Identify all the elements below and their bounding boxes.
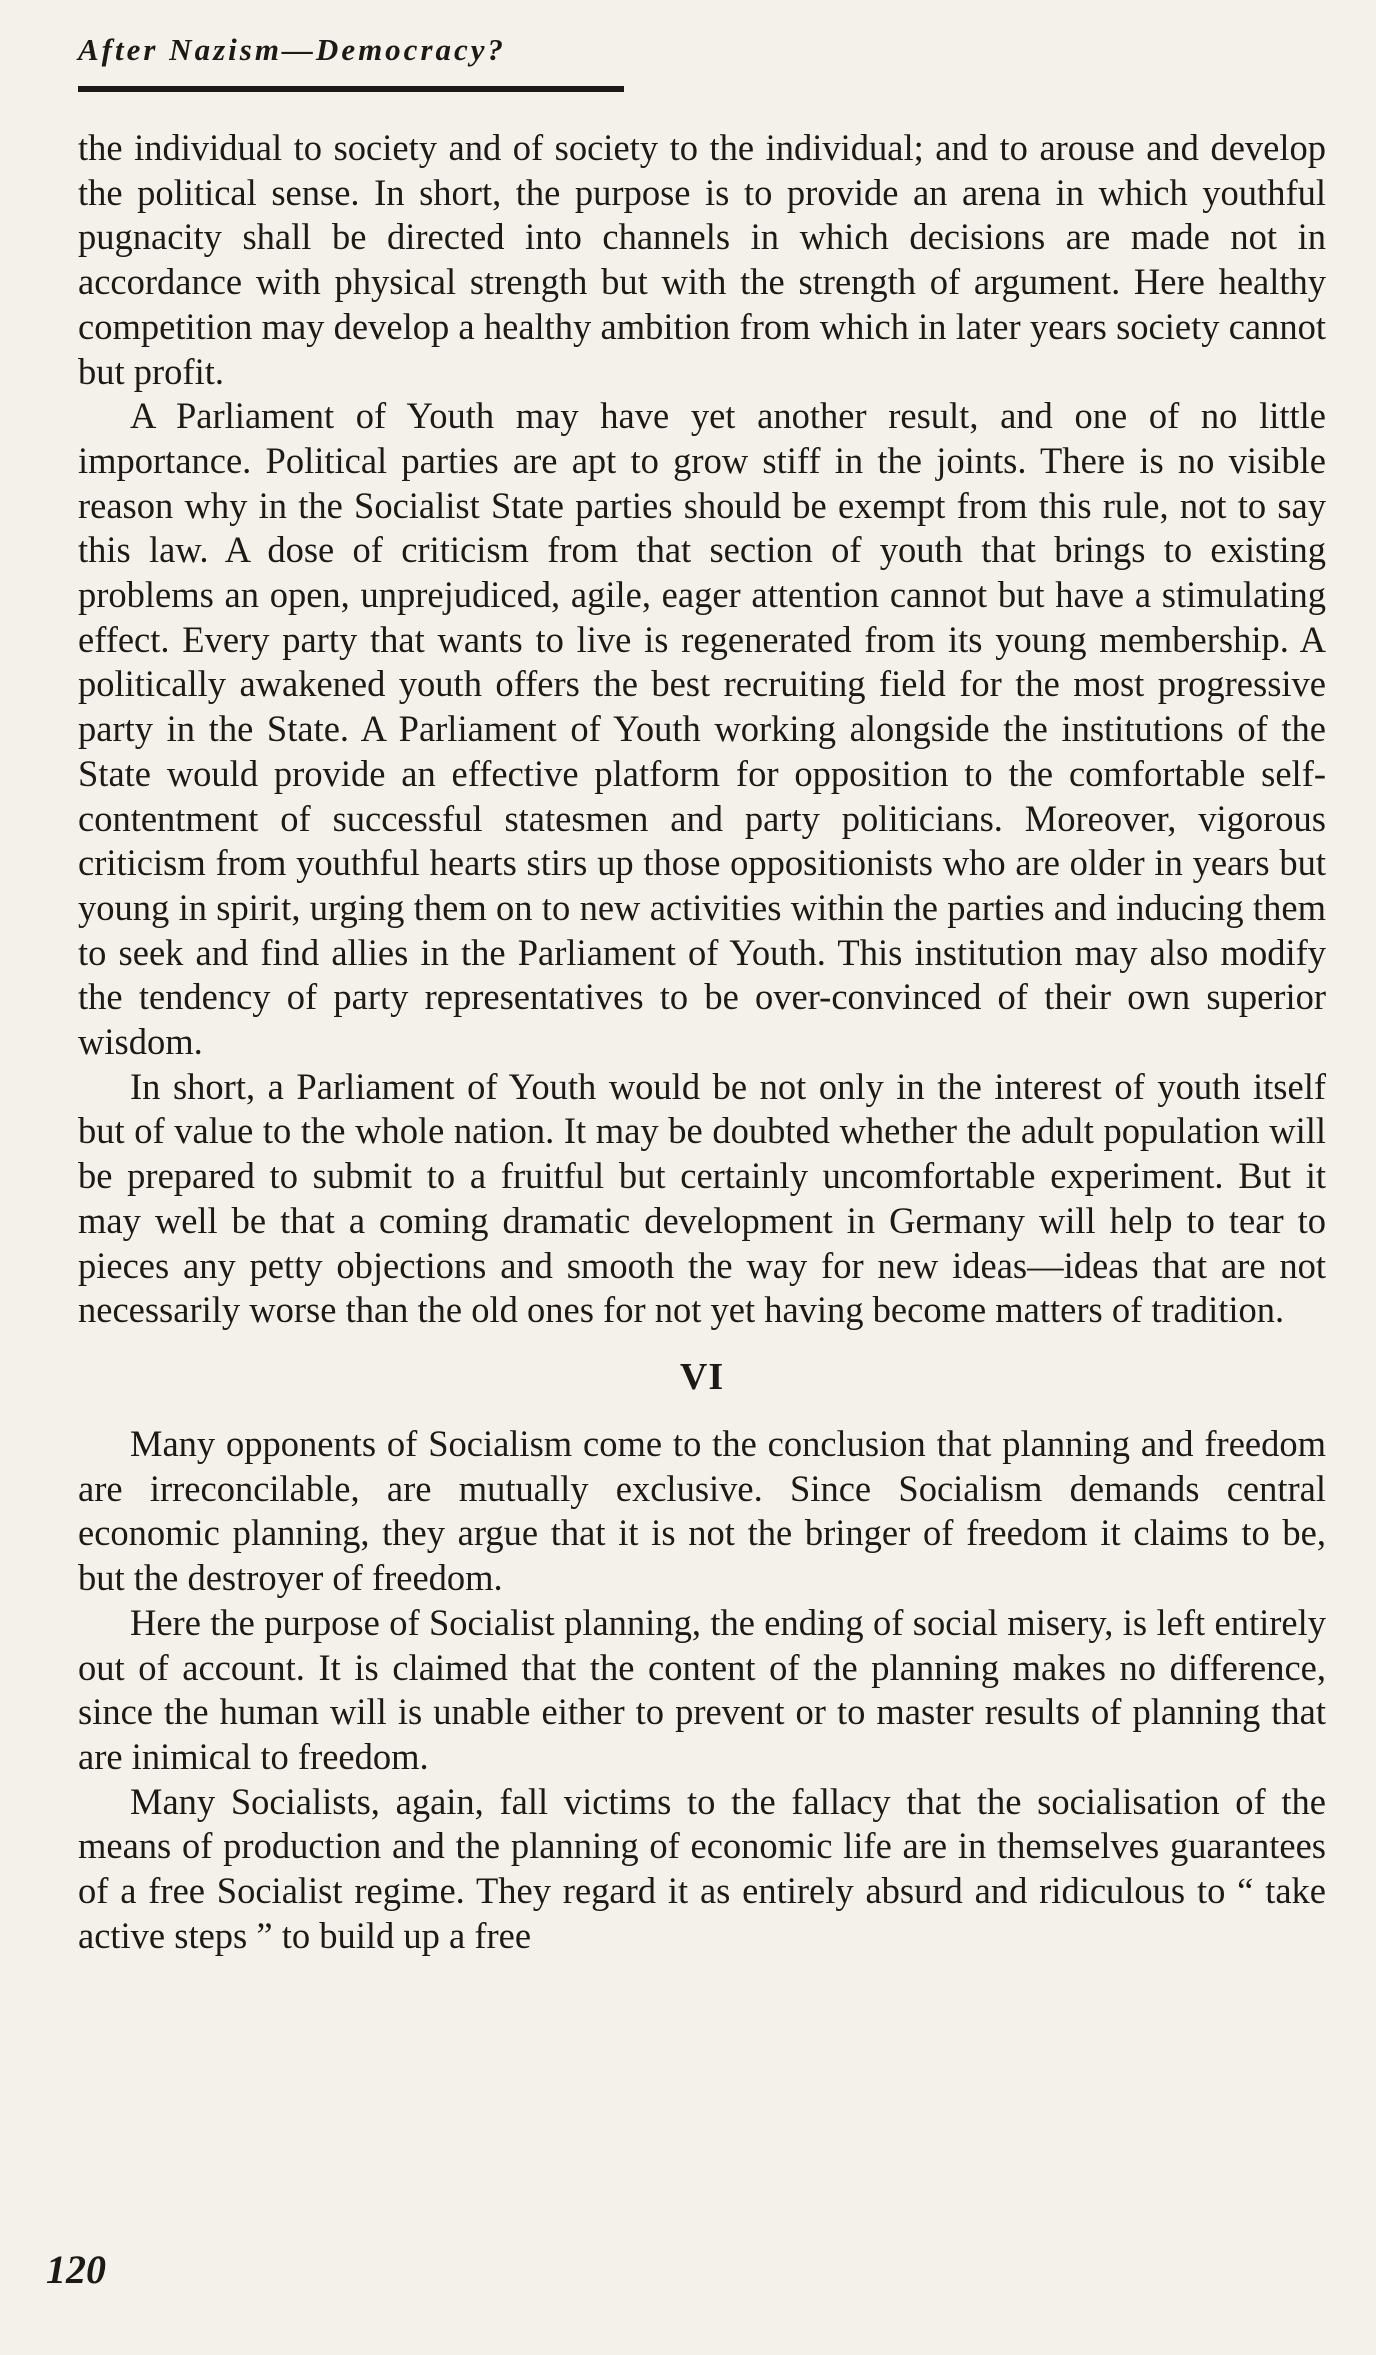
paragraph: Here the purpose of Socialist planning, the ending of social misery, is left entirely out of account. It is claimed that the content of the planning makes no difference, since the human will is unable either to prevent or to master results of planning that are inimical to freedom. — [78, 1601, 1326, 1777]
paragraph-continued: the individual to society and of society to the individual; and to arouse and develop the political sense. In short, the purpose is to provide an arena in which youthful pugnacity shall be directed into channels in which decisions are made not in accordance with physical strength but with the strength of argument. Here healthy competition may develop a healthy ambition from which in later years society cannot but profit. — [78, 127, 1326, 392]
section-heading: VI — [679, 1355, 725, 1398]
paragraph: In short, a Parliament of Youth would be not only in the interest of youth itself but of value to the whole nation. It may be doubted whether the adult population will be prepared to submit to a fruitful but certainly uncomfortable experiment. But it may well be that a coming dramatic development in Germany will help to tear to pieces any petty objections and smooth the way for new ideas—ideas that are not necessarily worse than the old ones for not yet having become matters of tradition. — [78, 1065, 1326, 1331]
header-rule — [78, 86, 624, 92]
paragraph: Many Socialists, again, fall victims to the fallacy that the socialisation of the means of production and the planning of economic life are in themselves guarantees of a free Socialist regime. They regard it as entirely absurd and ridiculous to “ take active steps ” to build up a free — [78, 1780, 1326, 1956]
paragraph: Many opponents of Socialism come to the conclusion that planning and freedom are irreconcilable, are mutually exclusive. Since Socialism demands central economic planning, they argue that it is not the bringer of freedom it claims to be, but the destroyer of freedom. — [78, 1422, 1326, 1599]
page-number: 120 — [46, 2247, 106, 2292]
running-title: After Nazism—Democracy? — [78, 32, 507, 67]
body-text — [78, 126, 1326, 1958]
paragraph: A Parliament of Youth may have yet another result, and one of no little importance. Political parties are apt to grow stiff in the joints. There is no visible reason why in the Socialist State parties should be exempt from this rule, not to say this law. A dose of criticism from that section of youth that brings to existing problems an open, unprejudiced, agile, eager attention cannot but have a stimulating effect. Every party that wants to live is regenerated from its young membership. A politically awakened youth offers the best recruiting field for the most progressive party in the State. A Parliament of Youth working alongside the institutions of the State would provide an effective platform for opposition to the comfortable self-contentment of successful statesmen and party politicians. Moreover, vigorous criticism from youthful hearts stirs up those oppositionists who are older in years but young in spirit, urging them on to new activities within the parties and inducing them to seek and find allies in the Parliament of Youth. This institution may also modify the tendency of party representatives to be over-convinced of their own superior wisdom. — [78, 395, 1326, 1063]
